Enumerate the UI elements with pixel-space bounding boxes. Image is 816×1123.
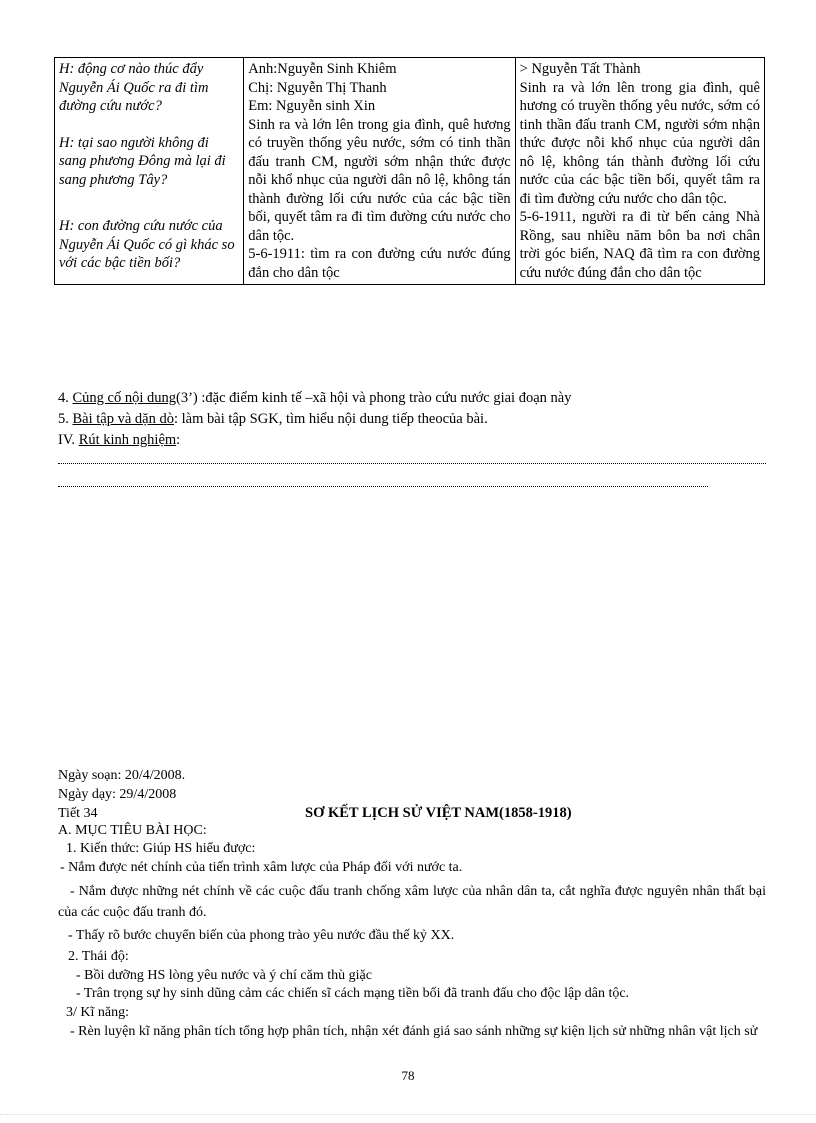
kien-thuc-3: - Thấy rõ bước chuyển biến của phong trào yêu nước đầu thế kỷ XX. — [68, 928, 455, 943]
thai-do-heading: 2. Thái độ: — [68, 949, 129, 964]
tiet: Tiết 34 — [58, 806, 98, 821]
answer-cell-path — [515, 58, 764, 285]
page-bottom-border — [0, 1114, 816, 1115]
thai-do-2: - Trân trọng sự hy sinh dũng cảm các chiến sĩ cách mạng tiền bối đã tranh đấu cho độc lập dân tộc. — [76, 986, 630, 1001]
question-3: H: con đường cứu nước của Nguyễn Ái Quốc có gì khác so với các bậc tiền bối? — [59, 218, 235, 271]
qa-table — [54, 57, 765, 285]
ki-nang-heading: 3/ Kĩ năng: — [66, 1005, 129, 1020]
lesson-title: SƠ KẾT LỊCH SỬ VIỆT NAM(1858-1918) — [305, 805, 572, 821]
section-iv-label: Rút kinh nghiệm — [78, 432, 177, 448]
kien-thuc-heading: 1. Kiến thức: Giúp HS hiểu được: — [66, 841, 256, 856]
sibling-chi: Chị: Nguyễn Thị Thanh — [248, 79, 387, 96]
sibling-em: Em: Nguyễn sinh Xin — [248, 98, 376, 114]
section-4-label: Củng cố nội dung — [72, 390, 177, 406]
sibling-anh: Anh:Nguyễn Sinh Khiêm — [248, 61, 397, 77]
background-text: Sinh ra và lớn lên trong gia đình, quê hương có truyền thống yêu nước, sớm có tinh thần đấu tranh CM, người sớm nhận thức được nỗi khổ nhục của người dân nô lệ, không tán thành đường lối cứu nước của các bậc tiền bối, quyết tâm ra đi tìm đường cứu nước cho dân tộc. — [519, 79, 760, 207]
muc-tieu-heading: A. MỤC TIÊU BÀI HỌC: — [58, 823, 207, 838]
notes-line-2 — [58, 476, 708, 487]
page-number: 78 — [401, 1068, 415, 1083]
motivation-text: Sinh ra và lớn lên trong gia đình, quê hương có truyền thống yêu nước, sớm có tinh thần đấu tranh CM, người sớm nhận thức được nỗi khổ nhục của người dân nô lệ, không tán thành đường lối cứu nước của các bậc tiền bối, quyết tâm ra đi tìm đường cứu nước cho dân tộc. — [248, 116, 511, 244]
section-5: 5. Bài tập và dặn dò: làm bài tập SGK, tìm hiểu nội dung tiếp theocủa bài. — [58, 411, 488, 427]
date-text: 5-6-1911: tìm ra con đường cứu nước đúng đắn cho dân tộc — [248, 246, 511, 281]
thai-do-1: - Bồi dưỡng HS lòng yêu nước và ý chí căm thù giặc — [76, 968, 372, 983]
ngay-day: Ngày dạy: 29/4/2008 — [58, 787, 177, 802]
question-2: H: tại sao người không đi sang phương Đông mà lại đi sang phương Tây? — [59, 134, 226, 188]
kien-thuc-2: - Nắm được những nét chính về các cuộc đấu tranh chống xâm lược của nhân dân ta, cắt nghĩa được nguyên nhân thất bại của các cuộc đấu tranh đó. — [58, 884, 766, 920]
table-row — [55, 58, 765, 285]
section-5-label: Bài tập và dặn dò — [72, 411, 174, 427]
notes-line-1 — [58, 453, 766, 464]
journey-text: 5-6-1911, người ra đi từ bến cảng Nhà Rồng, sau nhiều năm bôn ba nơi chân trời góc biển, NAQ đã tìm ra con đường cứu nước đúng đắn cho dân tộc — [519, 209, 760, 281]
answer-cell-family — [244, 58, 515, 285]
question-1: H: động cơ nào thúc đẩy Nguyễn Ái Quốc ra đi tìm đường cứu nước? — [59, 61, 209, 114]
ngay-soan: Ngày soạn: 20/4/2008. — [58, 768, 186, 783]
questions-cell — [55, 58, 244, 285]
kien-thuc-1: - Nắm được nét chính của tiến trình xâm lược của Pháp đối với nước ta. — [60, 860, 463, 875]
name-text: > Nguyễn Tất Thành — [519, 61, 641, 77]
section-4: 4. Củng cố nội dung(3’) :đặc điểm kinh tế –xã hội và phong trào cứu nước giai đoạn này — [58, 390, 572, 406]
section-iv: IV. Rút kinh nghiệm: — [58, 432, 181, 448]
ki-nang-1: - Rèn luyện kĩ năng phân tích tổng hợp phân tích, nhận xét đánh giá sao sánh những sự kiện lịch sử những nhân vật lịch sử — [70, 1024, 758, 1039]
